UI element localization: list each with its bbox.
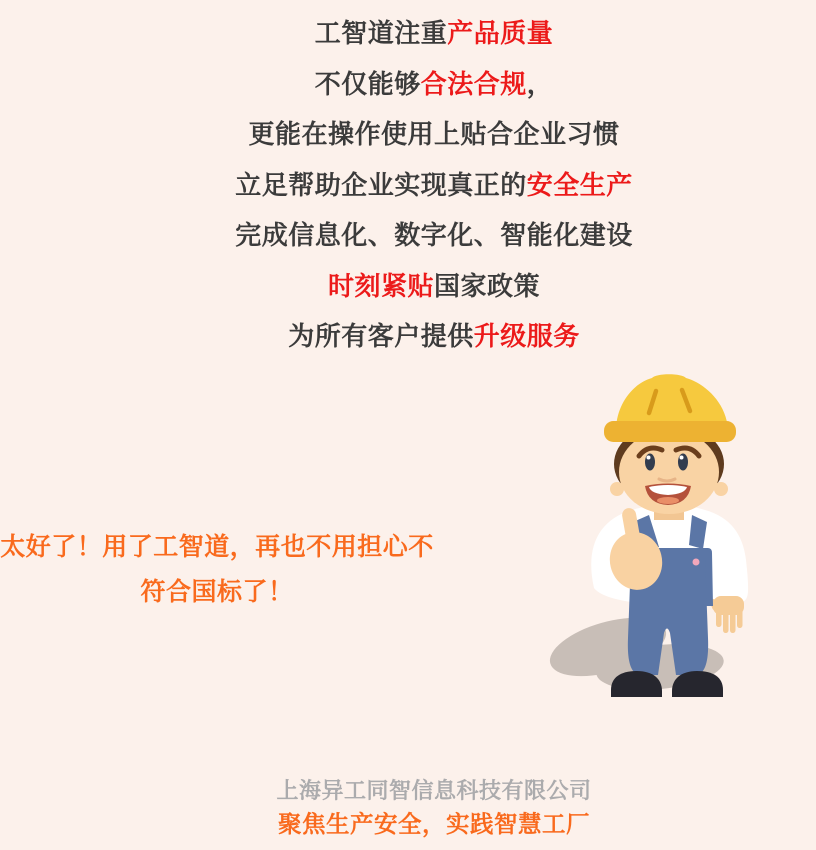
headline-line: 工智道注重产品质量 xyxy=(314,18,554,48)
speech-line: 符合国标了！ xyxy=(140,577,294,606)
right-eye xyxy=(678,454,688,471)
headline-line: 不仅能够合法合规， xyxy=(314,68,554,99)
headline-line: 为所有客户提供升级服务 xyxy=(288,321,580,351)
left-eye xyxy=(645,454,655,471)
speech-text xyxy=(0,525,434,614)
hard-hat xyxy=(604,374,736,442)
overalls-button xyxy=(693,559,700,566)
company-name: 上海异工同智信息科技有限公司 xyxy=(276,778,592,803)
worker-illustration xyxy=(540,365,816,710)
right-hand xyxy=(709,596,744,633)
headline-block xyxy=(52,8,816,362)
slogan: 聚焦生产安全，实践智慧工厂 xyxy=(278,811,590,837)
headline-line: 立足帮助企业实现真正的安全生产 xyxy=(235,169,633,200)
headline-line: 时刻紧贴国家政策 xyxy=(327,270,541,301)
headline-line: 更能在操作使用上贴合企业习惯 xyxy=(248,119,620,149)
speech-line: 太好了！用了工智道，再也不用担心不 xyxy=(0,533,434,561)
headline-line: 完成信息化、数字化、智能化建设 xyxy=(235,220,633,250)
